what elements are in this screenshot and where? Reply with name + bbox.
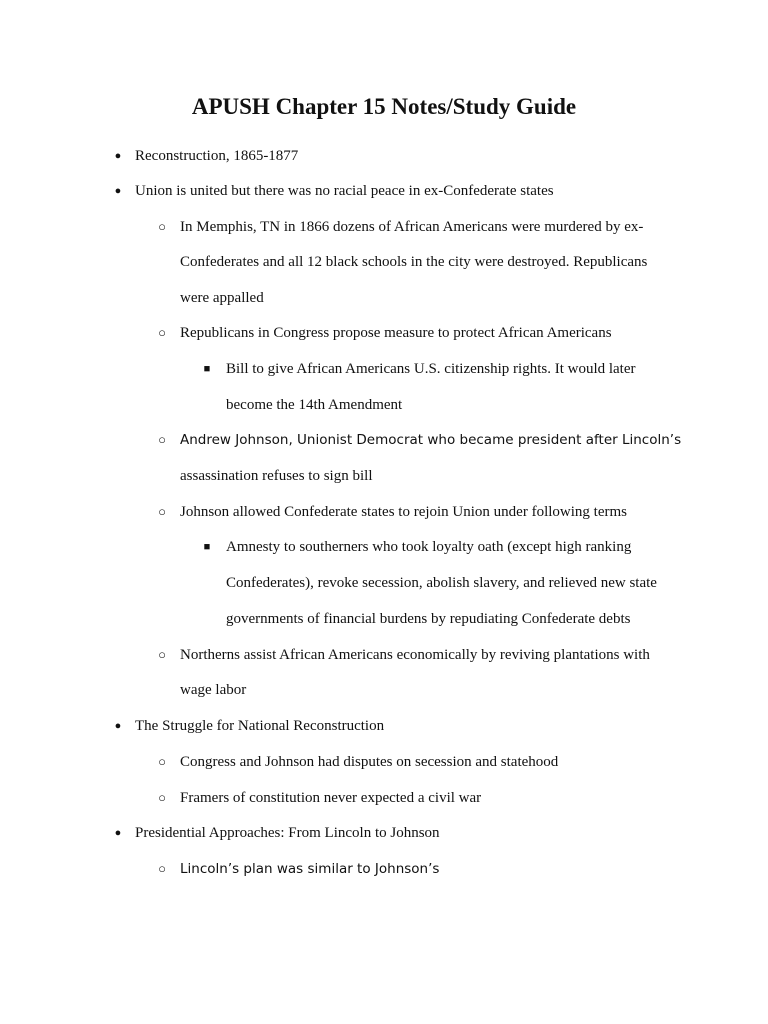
- bullet-hollow-circle-icon: ○: [158, 219, 166, 234]
- list-item: Amnesty to southerners who took loyalty oath (except high ranking: [226, 539, 632, 555]
- bullet-hollow-circle-icon: ○: [158, 432, 166, 447]
- list-item: Republicans in Congress propose measure to protect African Americans: [180, 325, 612, 341]
- bullet-filled-circle-icon: ●: [114, 150, 122, 162]
- list-item: Framers of constitution never expected a civil war: [180, 790, 482, 806]
- list-item: Presidential Approaches: From Lincoln to Johnson: [135, 825, 440, 841]
- bullet-hollow-circle-icon: ○: [158, 790, 166, 805]
- list-item-continuation: assassination refuses to sign bill: [180, 468, 373, 484]
- list-item-continuation: Confederates), revoke secession, abolish slavery, and relieved new state: [226, 575, 657, 591]
- bullet-filled-square-icon: ■: [203, 363, 211, 375]
- list-item-continuation: governments of financial burdens by repudiating Confederate debts: [226, 611, 631, 627]
- list-item: Northerns assist African Americans economically by reviving plantations with: [180, 647, 650, 663]
- list-item: Congress and Johnson had disputes on secession and statehood: [180, 754, 559, 770]
- list-item: In Memphis, TN in 1866 dozens of African Americans were murdered by ex-: [180, 219, 644, 235]
- list-item-continuation: were appalled: [180, 290, 264, 306]
- list-item: Lincoln’s plan was similar to Johnson’s: [180, 861, 440, 877]
- list-item-continuation: become the 14th Amendment: [226, 397, 403, 413]
- bullet-filled-circle-icon: ●: [114, 827, 122, 839]
- list-item-continuation: Confederates and all 12 black schools in the city were destroyed. Republicans: [180, 254, 648, 270]
- bullet-filled-circle-icon: ●: [114, 185, 122, 197]
- list-item: Union is united but there was no racial peace in ex-Confederate states: [135, 183, 554, 199]
- list-item: Andrew Johnson, Unionist Democrat who became president after Lincoln’s: [180, 432, 682, 448]
- list-item: Bill to give African Americans U.S. citizenship rights. It would later: [226, 361, 636, 377]
- list-item: Reconstruction, 1865-1877: [135, 148, 299, 164]
- bullet-hollow-circle-icon: ○: [158, 647, 166, 662]
- page-title: APUSH Chapter 15 Notes/Study Guide: [191, 94, 577, 119]
- bullet-hollow-circle-icon: ○: [158, 754, 166, 769]
- list-item: Johnson allowed Confederate states to rejoin Union under following terms: [180, 504, 627, 520]
- bullet-hollow-circle-icon: ○: [158, 504, 166, 519]
- bullet-hollow-circle-icon: ○: [158, 861, 166, 876]
- bullet-filled-circle-icon: ●: [114, 720, 122, 732]
- list-item-continuation: wage labor: [180, 682, 247, 698]
- bullet-filled-square-icon: ■: [203, 541, 211, 553]
- bullet-hollow-circle-icon: ○: [158, 325, 166, 340]
- list-item: The Struggle for National Reconstruction: [135, 718, 385, 734]
